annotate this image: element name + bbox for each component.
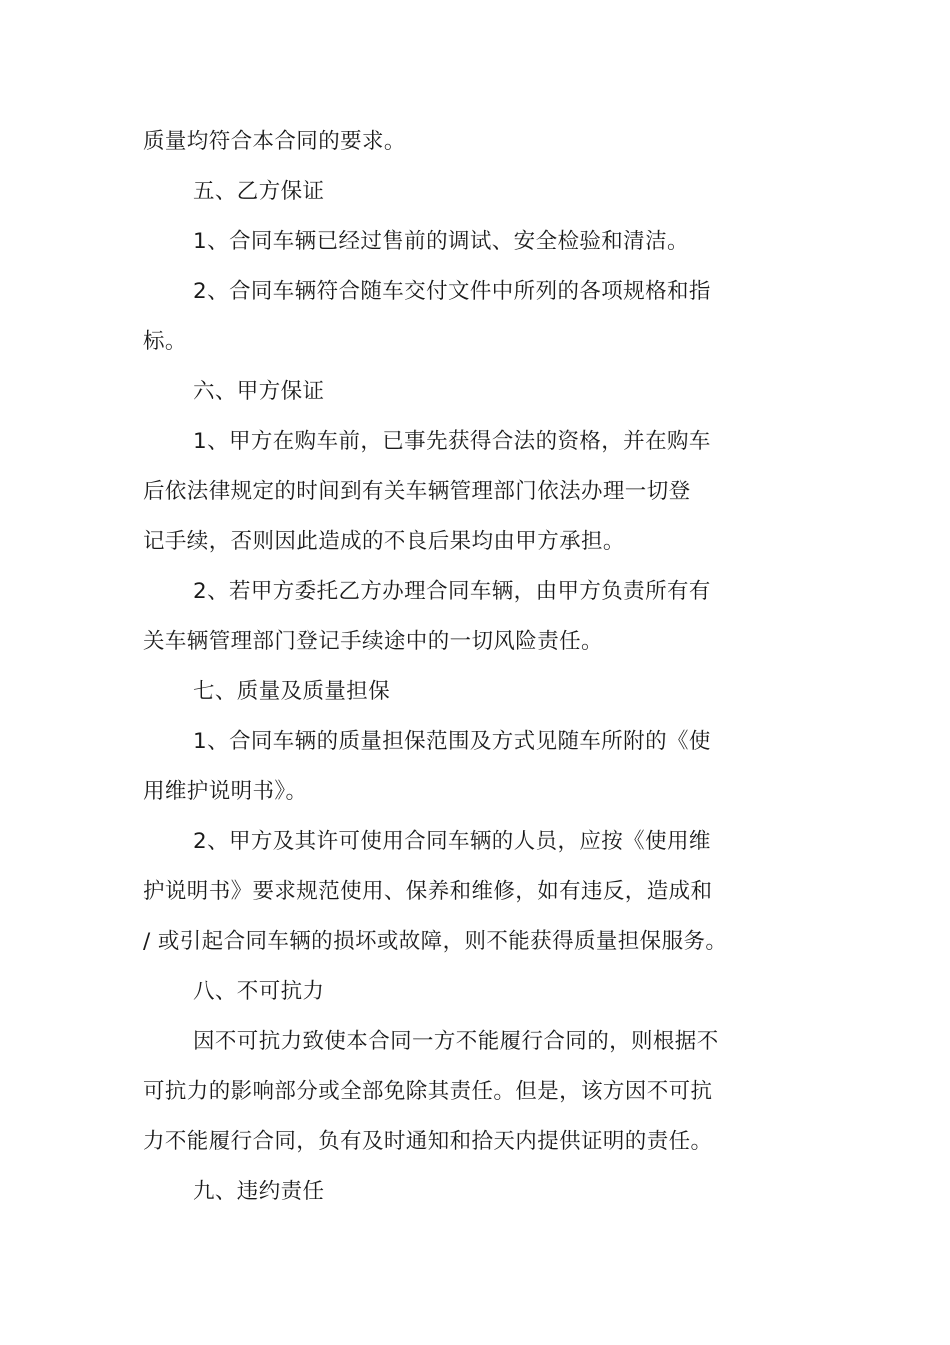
section-heading-7: 七、质量及质量担保 [193, 679, 391, 704]
paragraph-line: / 或引起合同车辆的损坏或故障，则不能获得质量担保服务。 [143, 929, 728, 954]
paragraph-line: 记手续，否则因此造成的不良后果均由甲方承担。 [143, 529, 625, 554]
section-heading-6: 六、甲方保证 [193, 379, 325, 404]
paragraph-line: 关车辆管理部门登记手续途中的一切风险责任。 [143, 629, 603, 654]
paragraph-line: 2、合同车辆符合随车交付文件中所列的各项规格和指 [193, 279, 711, 304]
paragraph-line: 力不能履行合同，负有及时通知和拾天内提供证明的责任。 [143, 1129, 713, 1154]
paragraph-line: 1、合同车辆已经过售前的调试、安全检验和清洁。 [193, 229, 689, 254]
paragraph-line: 因不可抗力致使本合同一方不能履行合同的，则根据不 [193, 1029, 719, 1054]
paragraph-line: 2、甲方及其许可使用合同车辆的人员，应按《使用维 [193, 829, 711, 854]
paragraph-line: 后依法律规定的时间到有关车辆管理部门依法办理一切登 [143, 479, 691, 504]
section-heading-8: 八、不可抗力 [193, 979, 325, 1004]
paragraph-line: 用维护说明书》。 [143, 779, 308, 804]
paragraph-line: 标。 [143, 329, 187, 354]
paragraph-line: 1、甲方在购车前，已事先获得合法的资格，并在购车 [193, 429, 711, 454]
paragraph-continuation: 质量均符合本合同的要求。 [143, 129, 406, 154]
paragraph-line: 1、合同车辆的质量担保范围及方式见随车所附的《使 [193, 729, 711, 754]
section-heading-9: 九、违约责任 [193, 1179, 325, 1204]
paragraph-line: 护说明书》要求规范使用、保养和维修，如有违反，造成和 [143, 879, 713, 904]
paragraph-line: 2、若甲方委托乙方办理合同车辆，由甲方负责所有有 [193, 579, 711, 604]
section-heading-5: 五、乙方保证 [193, 179, 325, 204]
paragraph-line: 可抗力的影响部分或全部免除其责任。但是，该方因不可抗 [143, 1079, 713, 1104]
